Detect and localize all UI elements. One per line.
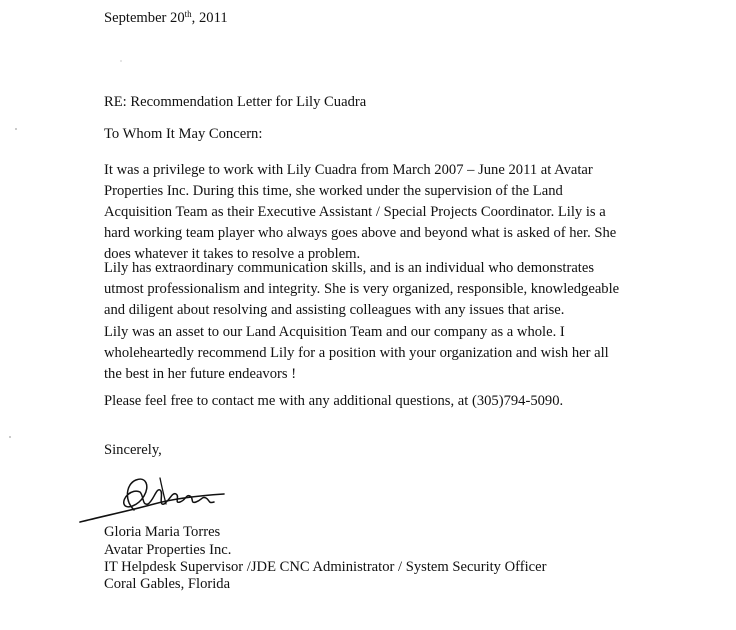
letter-date xyxy=(104,8,228,29)
signatory-title: IT Helpdesk Supervisor /JDE CNC Administrator / System Security Officer xyxy=(104,559,547,575)
paragraph-line: It was a privilege to work with Lily Cuadra from March 2007 – June 2011 at Avatar xyxy=(104,162,593,178)
paragraph-line: hard working team player who always goes above and beyond what is asked of her. She xyxy=(104,225,617,241)
handwritten-signature xyxy=(74,470,234,530)
paragraph-4 xyxy=(104,391,729,412)
paragraph-line: does whatever it takes to resolve a problem. xyxy=(104,246,361,262)
scan-speck xyxy=(120,60,122,62)
scan-speck xyxy=(15,128,17,130)
signatory-name: Gloria Maria Torres xyxy=(104,524,221,540)
paragraph-line: Lily was an asset to our Land Acquisition Team and our company as a whole. I xyxy=(104,324,565,340)
paragraph-line: Acquisition Team as their Executive Assistant / Special Projects Coordinator. Lily is a xyxy=(104,204,606,220)
date-year: , 2011 xyxy=(191,10,228,26)
paragraph-line: Lily has extraordinary communication skills, and is an individual who demonstrates xyxy=(104,260,595,276)
date-suffix: th xyxy=(184,9,192,19)
date-month-day: September 20 xyxy=(104,10,185,26)
salutation: To Whom It May Concern: xyxy=(104,126,263,142)
subject-line: RE: Recommendation Letter for Lily Cuadra xyxy=(104,94,367,110)
paragraph-2 xyxy=(104,258,729,321)
scan-speck xyxy=(9,436,11,438)
paragraph-1 xyxy=(104,160,729,265)
paragraph-3 xyxy=(104,322,729,385)
paragraph-line: Properties Inc. During this time, she worked under the supervision of the Land xyxy=(104,183,563,199)
paragraph-line: wholeheartedly recommend Lily for a position with your organization and wish her all xyxy=(104,345,609,361)
paragraph-line: Please feel free to contact me with any additional questions, at (305)794-5090. xyxy=(104,393,564,409)
paragraph-line: utmost professionalism and integrity. She is very organized, responsible, knowledgeable xyxy=(104,281,620,297)
paragraph-line: and diligent about resolving and assisting colleagues with any issues that arise. xyxy=(104,302,565,318)
signatory-location: Coral Gables, Florida xyxy=(104,576,231,592)
closing: Sincerely, xyxy=(104,442,162,458)
paragraph-line: the best in her future endeavors ! xyxy=(104,366,297,382)
signatory-company: Avatar Properties Inc. xyxy=(104,542,232,558)
